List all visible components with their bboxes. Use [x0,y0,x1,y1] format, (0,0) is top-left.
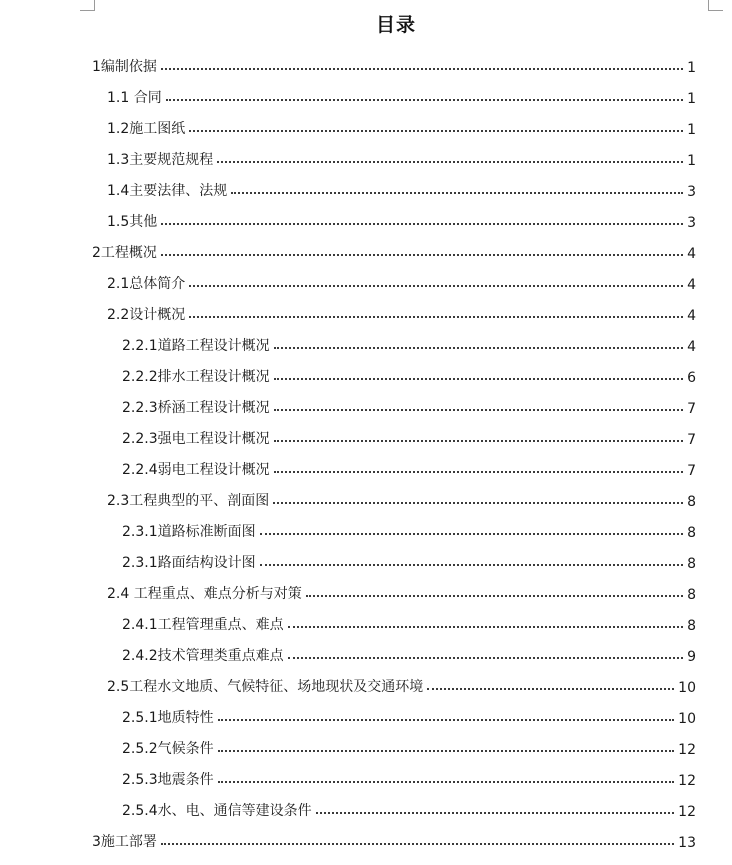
dot-leader [189,285,683,287]
toc-entry[interactable] [122,331,696,355]
toc-entry-label: 2.2设计概况 [107,307,186,323]
dot-leader [161,843,674,845]
toc-entry-page: 12 [678,804,696,820]
toc-entry-page: 7 [687,432,696,448]
dot-leader [288,626,683,628]
toc-entry-label: 2.5.3地震条件 [122,772,214,788]
toc-entry[interactable] [122,796,696,820]
dot-leader [274,471,683,473]
dot-leader [189,130,683,132]
toc-entry-page: 3 [687,215,696,231]
toc-entry-label: 2.3工程典型的平、剖面图 [107,493,270,509]
dot-leader [161,254,683,256]
dot-leader [306,595,683,597]
toc-entry-page: 4 [687,308,696,324]
toc-entry-label: 2.2.2排水工程设计概况 [122,369,270,385]
toc-entry-page: 6 [687,370,696,386]
toc-entry-label: 2.3.1路面结构设计图 [122,555,256,571]
toc-entry[interactable] [107,300,696,324]
toc-entry[interactable] [107,269,696,293]
toc-entry-label: 1.1 合同 [107,90,162,106]
toc-entry[interactable] [122,455,696,479]
toc-entry-page: 7 [687,401,696,417]
toc-entry-label: 2.3.1道路标准断面图 [122,524,256,540]
toc-entry-label: 2.5.1地质特性 [122,710,214,726]
dot-leader [161,68,683,70]
dot-leader [316,812,675,814]
toc-entry[interactable] [122,734,696,758]
dot-leader [273,502,683,504]
toc-entry-label: 1.3主要规范规程 [107,152,214,168]
dot-leader [274,347,683,349]
toc-entry-page: 3 [687,184,696,200]
dot-leader [274,409,683,411]
toc-entry[interactable] [122,703,696,727]
toc-title: 目录 [375,14,416,36]
toc-entry-page: 12 [678,742,696,758]
toc-entry-label: 2.4.2技术管理类重点难点 [122,648,284,664]
toc-entry-page: 1 [687,153,696,169]
toc-entry-label: 2.2.1道路工程设计概况 [122,338,270,354]
toc-entry-page: 1 [687,60,696,76]
toc-entry-label: 2.5.2气候条件 [122,741,214,757]
toc-entry-label: 1.5其他 [107,214,158,230]
toc-entry[interactable] [122,424,696,448]
toc-entry[interactable] [92,238,696,262]
toc-entry[interactable] [107,114,696,138]
toc-entry[interactable] [122,393,696,417]
toc-entry[interactable] [122,610,696,634]
toc-entry-label: 1.2施工图纸 [107,121,186,137]
toc-entry-label: 3施工部署 [92,834,157,850]
toc-entry[interactable] [107,579,696,603]
toc-entry[interactable] [92,52,696,76]
toc-entry[interactable] [122,641,696,665]
toc-entry-page: 9 [687,649,696,665]
dot-leader [218,781,675,783]
toc-entry[interactable] [107,486,696,510]
toc-entry-page: 10 [678,680,696,696]
toc-entry[interactable] [122,765,696,789]
dot-leader [217,161,683,163]
toc-entry[interactable] [107,672,696,696]
toc-entry[interactable] [92,827,696,851]
dot-leader [288,657,683,659]
dot-leader [274,440,683,442]
toc-entry-page: 8 [687,494,696,510]
dot-leader [218,719,675,721]
dot-leader [231,192,683,194]
toc-entry-page: 10 [678,711,696,727]
toc-entry[interactable] [107,145,696,169]
toc-entry-page: 8 [687,556,696,572]
dot-leader [427,688,674,690]
toc-entry-page: 4 [687,277,696,293]
toc-entry-label: 2.4 工程重点、难点分析与对策 [107,586,302,602]
toc-entry-label: 2工程概况 [92,245,157,261]
toc-entry-label: 2.5.4水、电、通信等建设条件 [122,803,312,819]
dot-leader [260,564,683,566]
toc-entry-label: 1.4主要法律、法规 [107,183,228,199]
toc-entry-page: 7 [687,463,696,479]
toc-entry-page: 4 [687,246,696,262]
dot-leader [260,533,683,535]
toc-entry-label: 2.2.4弱电工程设计概况 [122,462,270,478]
toc-entry-label: 1编制依据 [92,59,157,75]
toc-entry-page: 8 [687,525,696,541]
toc-entry-page: 8 [687,587,696,603]
dot-leader [274,378,683,380]
toc-entry-label: 2.4.1工程管理重点、难点 [122,617,284,633]
toc-entry[interactable] [107,83,696,107]
toc-entry[interactable] [107,176,696,200]
toc-entry-label: 2.1总体简介 [107,276,186,292]
toc-entry-page: 12 [678,773,696,789]
dot-leader [166,99,683,101]
toc-entry-page: 1 [687,122,696,138]
toc-entry-label: 2.2.3桥涵工程设计概况 [122,400,270,416]
toc-entry-label: 2.5工程水文地质、气候特征、场地现状及交通环境 [107,679,424,695]
toc-entry[interactable] [122,548,696,572]
toc-entry[interactable] [107,207,696,231]
toc-entry-page: 4 [687,339,696,355]
toc-entry-page: 8 [687,618,696,634]
dot-leader [218,750,675,752]
toc-entry[interactable] [122,362,696,386]
toc-entry-label: 2.2.3强电工程设计概况 [122,431,270,447]
toc-entry[interactable] [122,517,696,541]
dot-leader [189,316,683,318]
toc-entry-page: 1 [687,91,696,107]
toc-entry-page: 13 [678,835,696,851]
dot-leader [161,223,683,225]
